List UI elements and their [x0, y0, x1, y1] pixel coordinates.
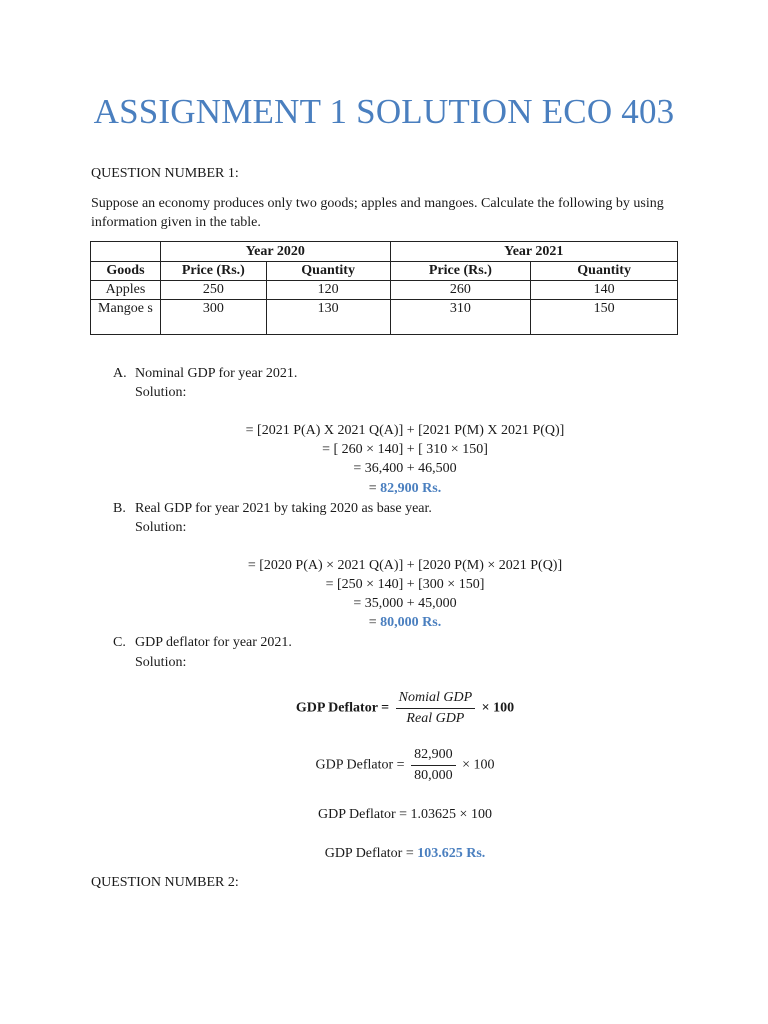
document-title: ASSIGNMENT 1 SOLUTION ECO 403 [93, 92, 675, 131]
part-a-line-2: = [ 260 × 140] + [ 310 × 150] [322, 442, 488, 457]
table-cell: Mangoe s [91, 300, 161, 335]
part-a-letter: A. [113, 366, 127, 381]
formula-rhs: × 100 [481, 700, 515, 716]
part-a-answer: 82,900 Rs. [380, 481, 442, 496]
part-a-solution-label: Solution: [135, 385, 187, 400]
column-header: Goods [91, 262, 161, 281]
deflator-final-prefix: GDP Deflator = [324, 846, 418, 861]
table-cell: 150 [531, 300, 678, 335]
question-2-heading: QUESTION NUMBER 2: [91, 875, 239, 890]
formula-fraction [396, 690, 476, 727]
table-cell: 120 [266, 281, 390, 300]
part-b-solution-label: Solution: [135, 520, 187, 535]
column-header: Price (Rs.) [390, 262, 531, 281]
deflator-step-2: GDP Deflator = 1.03625 × 100 [318, 807, 492, 822]
question-1-heading: QUESTION NUMBER 1: [91, 166, 239, 181]
goods-table [90, 241, 678, 335]
step-1-denominator: 80,000 [414, 768, 453, 783]
column-header: Quantity [531, 262, 678, 281]
part-b-line-1: = [2020 P(A) × 2021 Q(A)] + [2020 P(M) × 2021 P(Q)] [247, 558, 563, 573]
deflator-formula [0, 690, 768, 727]
table-cell: 140 [531, 281, 678, 300]
table-cell: 310 [390, 300, 531, 335]
part-b-text: Real GDP for year 2021 by taking 2020 as base year. [135, 501, 432, 516]
table-row [91, 281, 678, 300]
formula-lhs: GDP Deflator = [295, 700, 390, 716]
year-2021-header: Year 2021 [390, 242, 677, 262]
formula-numerator: Nomial GDP [396, 690, 476, 709]
table-column-header-row [91, 262, 678, 281]
part-c-text: GDP deflator for year 2021. [135, 635, 292, 650]
part-b-answer-line [0, 615, 768, 631]
formula-denominator: Real GDP [406, 711, 465, 726]
part-c-label [113, 635, 292, 651]
deflator-step-1 [0, 747, 768, 784]
part-a-text: Nominal GDP for year 2021. [135, 366, 298, 381]
step-1-fraction [411, 747, 456, 784]
part-b-line-2: = [250 × 140] + [300 × 150] [325, 577, 485, 592]
column-header: Price (Rs.) [160, 262, 266, 281]
table-year-row [91, 242, 678, 262]
table-cell: Apples [91, 281, 161, 300]
part-c-letter: C. [113, 635, 126, 650]
part-b-line-3: = 35,000 + 45,000 [353, 596, 457, 611]
table-corner-cell [91, 242, 161, 262]
column-header: Quantity [266, 262, 390, 281]
table-cell: 260 [390, 281, 531, 300]
deflator-final-answer: 103.625 Rs. [417, 846, 486, 861]
step-1-rhs: × 100 [462, 757, 495, 773]
part-b-label [113, 501, 432, 517]
question-1-intro: Suppose an economy produces only two goods; apples and mangoes. Calculate the following by using information given in the table. [91, 196, 664, 230]
step-1-lhs: GDP Deflator = [315, 757, 405, 773]
step-1-numerator: 82,900 [411, 747, 456, 766]
part-c-solution-label: Solution: [135, 655, 187, 670]
part-a-answer-line [0, 481, 768, 497]
table-cell: 130 [266, 300, 390, 335]
part-a-label [113, 366, 297, 382]
table-cell: 300 [160, 300, 266, 335]
part-b-answer: 80,000 Rs. [380, 615, 442, 630]
part-b-answer-prefix: = [368, 615, 381, 630]
table-cell: 250 [160, 281, 266, 300]
deflator-final-line [0, 846, 768, 862]
part-b-letter: B. [113, 501, 126, 516]
year-2020-header: Year 2020 [160, 242, 390, 262]
part-a-line-1: = [2021 P(A) X 2021 Q(A)] + [2021 P(M) X 2021 P(Q)] [245, 423, 565, 438]
part-a-line-3: = 36,400 + 46,500 [353, 461, 457, 476]
table-row [91, 300, 678, 335]
part-a-answer-prefix: = [368, 481, 381, 496]
